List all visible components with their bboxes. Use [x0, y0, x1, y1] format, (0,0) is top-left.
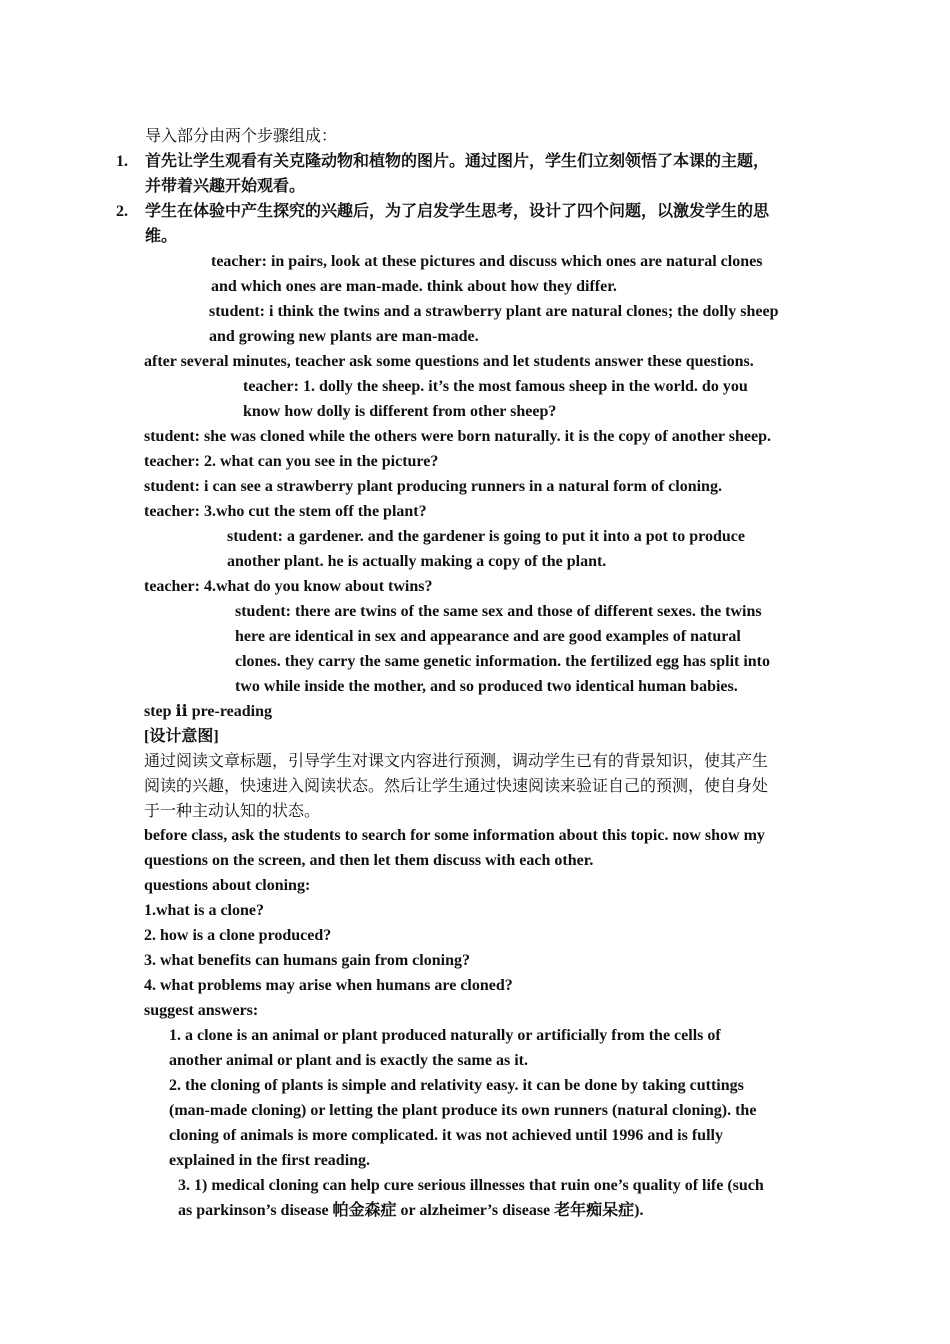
- dialogue-line: teacher: in pairs, look at these pictures and discuss which ones are natural clones: [211, 253, 763, 270]
- step-2-number: 2.: [116, 203, 128, 220]
- step-1-number: 1.: [116, 153, 128, 170]
- dialogue-line: student: she was cloned while the others were born naturally. it is the copy of another sheep.: [144, 428, 771, 445]
- design-intent-line: 阅读的兴趣，快速进入阅读状态。然后让学生通过快速阅读来验证自己的预测，使自身处: [144, 778, 769, 795]
- before-class-line: questions on the screen, and then let them discuss with each other.: [144, 852, 594, 869]
- questions-title: questions about cloning:: [144, 877, 311, 894]
- dialogue-line: and which ones are man-made. think about how they differ.: [211, 278, 617, 295]
- design-intent-line: 于一种主动认知的状态。: [144, 803, 321, 820]
- step-1-line-1: 首先让学生观看有关克隆动物和植物的图片。通过图片，学生们立刻领悟了本课的主题，: [145, 153, 770, 170]
- dialogue-line: here are identical in sex and appearance and are good examples of natural: [235, 628, 741, 645]
- question-item: 4. what problems may arise when humans are cloned?: [144, 977, 513, 994]
- answer-line: 1. a clone is an animal or plant produced naturally or artificially from the cells of: [169, 1027, 721, 1044]
- dialogue-line: student: i think the twins and a strawberry plant are natural clones; the dolly sheep: [209, 303, 779, 320]
- dialogue-line: clones. they carry the same genetic information. the fertilized egg has split into: [235, 653, 771, 670]
- section-heading: step ⅱ pre-reading: [144, 703, 273, 720]
- answer-line: 3. 1) medical cloning can help cure serious illnesses that ruin one’s quality of life (such: [178, 1177, 764, 1194]
- dialogue-line: two while inside the mother, and so produced two identical human babies.: [235, 678, 738, 695]
- dialogue-line: teacher: 4.what do you know about twins?: [144, 578, 433, 595]
- dialogue-line: teacher: 3.who cut the stem off the plant?: [144, 503, 427, 520]
- answer-line: (man-made cloning) or letting the plant produce its own runners (natural cloning). the: [169, 1102, 757, 1119]
- intro-text: 导入部分由两个步骤组成：: [145, 128, 338, 145]
- suggest-answers-title: suggest answers:: [144, 1002, 259, 1019]
- design-intent-label: [设计意图]: [144, 728, 219, 745]
- dialogue-line: another plant. he is actually making a copy of the plant.: [227, 553, 607, 570]
- dialogue-line: student: there are twins of the same sex and those of different sexes. the twins: [235, 603, 762, 620]
- dialogue-line: after several minutes, teacher ask some questions and let students answer these questions.: [144, 353, 754, 370]
- dialogue-line: student: i can see a strawberry plant producing runners in a natural form of cloning.: [144, 478, 722, 495]
- answer-line: cloning of animals is more complicated. it was not achieved until 1996 and is fully: [169, 1127, 723, 1144]
- step-2-line-2: 维。: [145, 228, 178, 245]
- dialogue-line: teacher: 2. what can you see in the picture?: [144, 453, 439, 470]
- answer-line: another animal or plant and is exactly the same as it.: [169, 1052, 528, 1069]
- answer-line: as parkinson’s disease 帕金森症 or alzheimer’s disease 老年痴呆症).: [178, 1202, 644, 1219]
- question-item: 1.what is a clone?: [144, 902, 264, 919]
- step-2-line-1: 学生在体验中产生探究的兴趣后，为了启发学生思考，设计了四个问题，以激发学生的思: [145, 203, 770, 220]
- step-1-line-2: 并带着兴趣开始观看。: [145, 178, 306, 195]
- before-class-line: before class, ask the students to search for some information about this topic. now show my: [144, 827, 765, 844]
- dialogue-line: student: a gardener. and the gardener is going to put it into a pot to produce: [227, 528, 745, 545]
- answer-line: explained in the first reading.: [169, 1152, 371, 1169]
- dialogue-line: and growing new plants are man-made.: [209, 328, 479, 345]
- question-item: 2. how is a clone produced?: [144, 927, 332, 944]
- dialogue-line: know how dolly is different from other sheep?: [243, 403, 557, 420]
- question-item: 3. what benefits can humans gain from cloning?: [144, 952, 470, 969]
- answer-line: 2. the cloning of plants is simple and relativity easy. it can be done by taking cuttings: [169, 1077, 744, 1094]
- design-intent-line: 通过阅读文章标题，引导学生对课文内容进行预测，调动学生已有的背景知识，使其产生: [144, 753, 769, 770]
- dialogue-line: teacher: 1. dolly the sheep. it’s the most famous sheep in the world. do you: [243, 378, 748, 395]
